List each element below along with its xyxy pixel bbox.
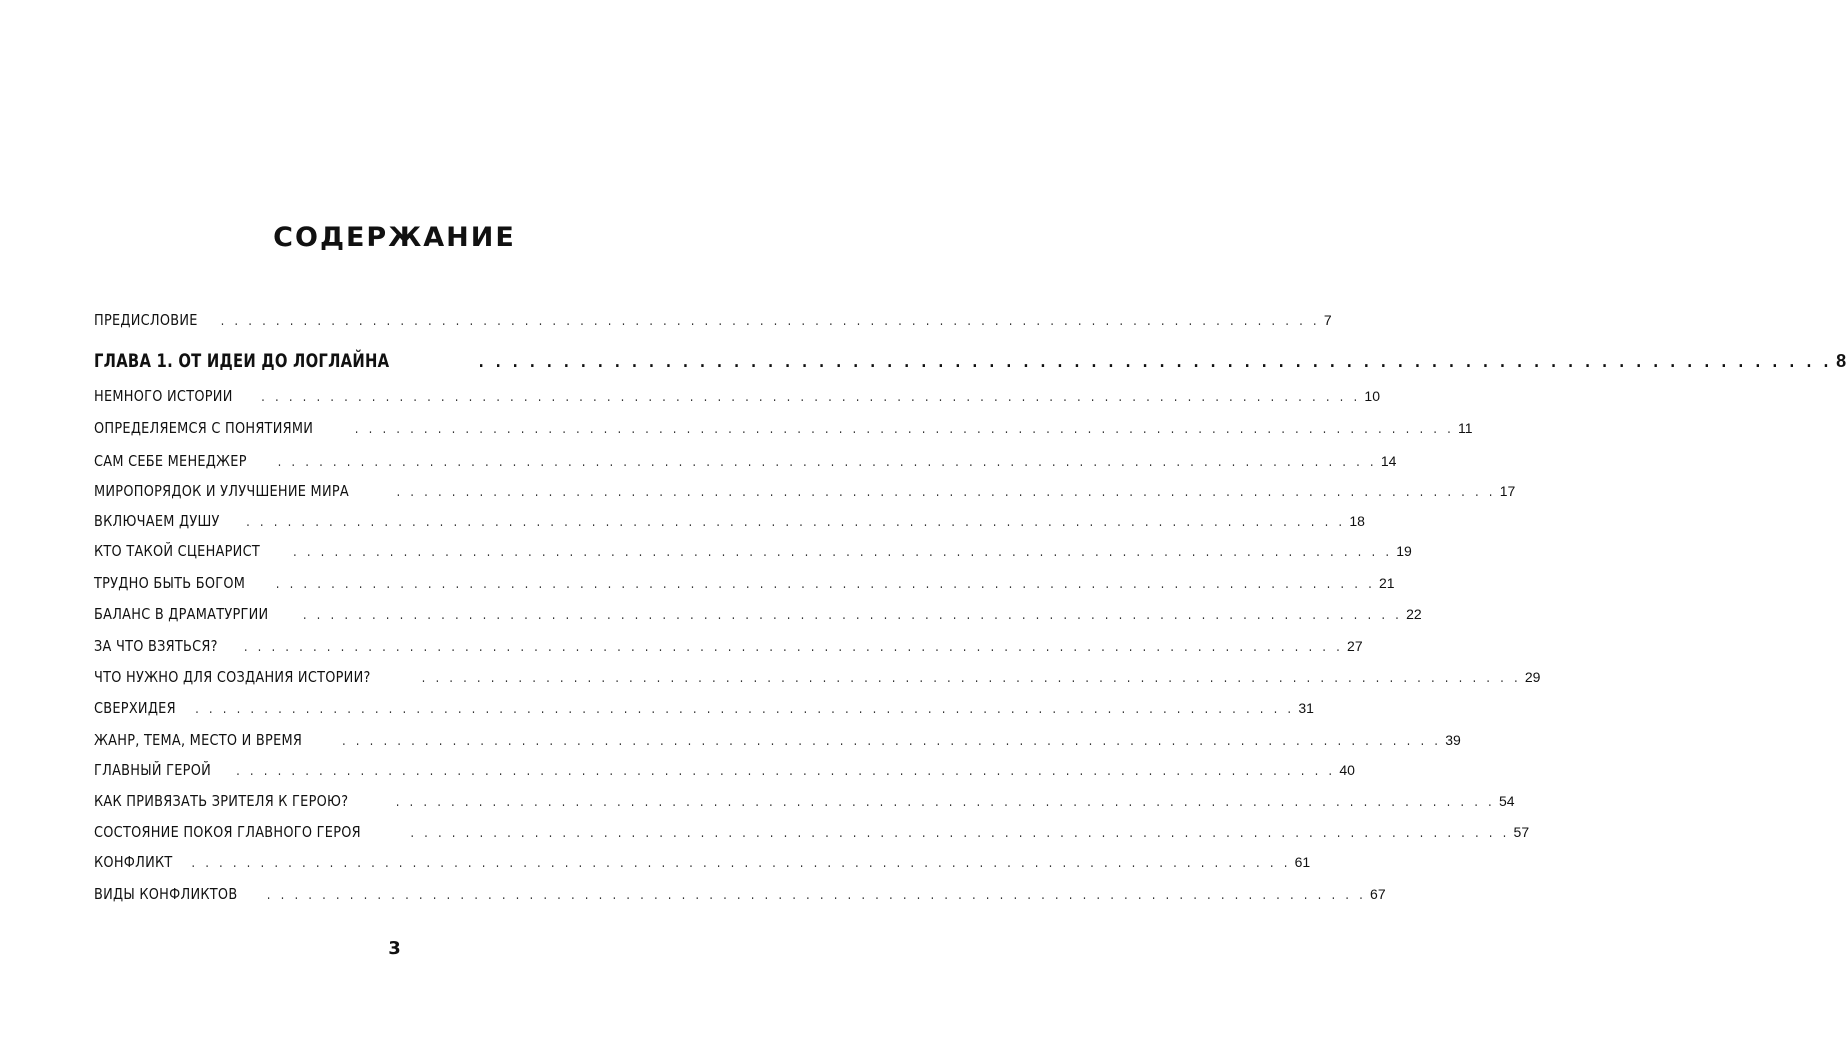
toc-entry-page: 22 [1406, 606, 1422, 622]
toc-entry-title: ЗА ЧТО ВЗЯТЬСЯ? [94, 637, 218, 655]
dot-leader: . . . . . . . . . . . . . . . . . . . . . . . . . . . . . . . . . . . . . . . . . . . . . . . . . . . . . . . . . . . . . . . . . . . . . . . . . . . . . . . . [293, 545, 1393, 560]
dot-leader: . . . . . . . . . . . . . . . . . . . . . . . . . . . . . . . . . . . . . . . . . . . . . . . . . . . . . . . . . . . . . . . . . . . . . . . . . . . . . . . . [395, 795, 1495, 810]
toc-entry [94, 760, 1355, 780]
toc-entry [94, 791, 1515, 811]
toc-chapter-entry [94, 350, 1846, 372]
toc-entry-title: КОНФЛИКТ [94, 853, 173, 871]
toc-entry-page: 7 [1323, 312, 1332, 328]
dot-leader: . . . . . . . . . . . . . . . . . . . . . . . . . . . . . . . . . . . . . . . . . . . . . . . . . . . . . . . . . . . . . . . . . . . . . . . . . . . . . . . . [243, 640, 1344, 655]
toc-entry-page: 14 [1380, 453, 1397, 469]
dot-leader: . . . . . . . . . . . . . . . . . . . . . . . . . . . . . . . . . . . . . . . . . . . . . . . . . . . . . . . . . . . . . . . . . . . . . . . . . . . . . . . . [220, 314, 1320, 329]
toc-entry-page: 67 [1370, 886, 1386, 902]
toc-entry-title: ГЛАВА 1. ОТ ИДЕИ ДО ЛОГЛАЙНА [94, 350, 390, 372]
toc-entry-page: 61 [1294, 854, 1311, 870]
toc-entry-title: ЖАНР, ТЕМА, МЕСТО И ВРЕМЯ [94, 731, 303, 749]
toc-entry [94, 418, 1473, 438]
toc-entry-title: САМ СЕБЕ МЕНЕДЖЕР [94, 452, 247, 470]
toc-entry-title: КАК ПРИВЯЗАТЬ ЗРИТЕЛЯ К ГЕРОЮ? [94, 792, 349, 810]
toc-entry [94, 386, 1380, 406]
toc-entry-page: 8 [1836, 351, 1846, 371]
toc-entry [94, 852, 1311, 872]
toc-entry [94, 667, 1541, 687]
toc-entry-title: ВКЛЮЧАЕМ ДУШУ [94, 512, 220, 530]
page-number: 3 [388, 938, 401, 959]
toc-entry [94, 541, 1412, 561]
toc-entry-page: 17 [1499, 483, 1516, 499]
toc-entry-title: ВИДЫ КОНФЛИКТОВ [94, 885, 238, 903]
toc-entry-page: 39 [1445, 732, 1461, 748]
toc-entry-title: ГЛАВНЫЙ ГЕРОЙ [94, 761, 212, 779]
toc-entry-title: КТО ТАКОЙ СЦЕНАРИСТ [94, 542, 260, 560]
toc-entry-page: 54 [1498, 793, 1515, 809]
dot-leader: . . . . . . . . . . . . . . . . . . . . . . . . . . . . . . . . . . . . . . . . . . . . . . . . . . . . . . . . . . . . . . . . . . . . . . . . . . . . . . . . [354, 422, 1455, 437]
page-title: СОДЕРЖАНИЕ [273, 222, 516, 253]
toc-entry-title: БАЛАНС В ДРАМАТУРГИИ [94, 605, 269, 623]
toc-entry [94, 636, 1363, 656]
dot-leader: . . . . . . . . . . . . . . . . . . . . . . . . . . . . . . . . . . . . . . . . . . . . . . . . . . . . . . . . . . . . . . . . . . . . . . . . . . . . . . . . [396, 485, 1496, 500]
dot-leader: . . . . . . . . . . . . . . . . . . . . . . . . . . . . . . . . . . . . . . . . . . . . . . . . . . . . . . . . . . . . . . . . . . . . . . . . . . . . . . . . [236, 764, 1336, 779]
dot-leader: . . . . . . . . . . . . . . . . . . . . . . . . . . . . . . . . . . . . . . . . . . . . . . . . . . . . . . . . . . . . . . . . . . . . . . . . . . . . . . . . [478, 353, 1833, 371]
toc-entry-title: ТРУДНО БЫТЬ БОГОМ [94, 574, 246, 592]
toc-entry-page: 40 [1339, 762, 1355, 778]
dot-leader: . . . . . . . . . . . . . . . . . . . . . . . . . . . . . . . . . . . . . . . . . . . . . . . . . . . . . . . . . . . . . . . . . . . . . . . . . . . . . . . . [341, 734, 1442, 749]
dot-leader: . . . . . . . . . . . . . . . . . . . . . . . . . . . . . . . . . . . . . . . . . . . . . . . . . . . . . . . . . . . . . . . . . . . . . . . . . . . . . . . . [302, 608, 1403, 623]
toc-entry-title: НЕМНОГО ИСТОРИИ [94, 387, 233, 405]
dot-leader: . . . . . . . . . . . . . . . . . . . . . . . . . . . . . . . . . . . . . . . . . . . . . . . . . . . . . . . . . . . . . . . . . . . . . . . . . . . . . . . . [410, 826, 1510, 841]
toc-entry-title: ОПРЕДЕЛЯЕМСЯ С ПОНЯТИЯМИ [94, 419, 314, 437]
toc-entry-title: МИРОПОРЯДОК И УЛУЧШЕНИЕ МИРА [94, 482, 349, 500]
dot-leader: . . . . . . . . . . . . . . . . . . . . . . . . . . . . . . . . . . . . . . . . . . . . . . . . . . . . . . . . . . . . . . . . . . . . . . . . . . . . . . . . [421, 671, 1521, 686]
dot-leader: . . . . . . . . . . . . . . . . . . . . . . . . . . . . . . . . . . . . . . . . . . . . . . . . . . . . . . . . . . . . . . . . . . . . . . . . . . . . . . . . [246, 515, 1346, 530]
toc-entry [94, 511, 1365, 531]
toc-entry-title: СОСТОЯНИЕ ПОКОЯ ГЛАВНОГО ГЕРОЯ [94, 823, 361, 841]
toc-entry-title: ЧТО НУЖНО ДЛЯ СОЗДАНИЯ ИСТОРИИ? [94, 668, 371, 686]
toc-entry [94, 884, 1386, 904]
toc-entry-page: 21 [1379, 575, 1395, 591]
dot-leader: . . . . . . . . . . . . . . . . . . . . . . . . . . . . . . . . . . . . . . . . . . . . . . . . . . . . . . . . . . . . . . . . . . . . . . . . . . . . . . . . [266, 888, 1367, 903]
toc-entry-title: СВЕРХИДЕЯ [94, 699, 176, 717]
toc-entry-title: ПРЕДИСЛОВИЕ [94, 311, 198, 329]
toc-entry [94, 698, 1314, 718]
toc-entry [94, 573, 1395, 593]
toc-entry [94, 481, 1516, 501]
toc-entry-page: 18 [1349, 513, 1365, 529]
toc-entry-page: 57 [1513, 824, 1530, 840]
toc-entry-page: 19 [1396, 543, 1412, 559]
toc-entry [94, 604, 1422, 624]
toc-entry [94, 310, 1332, 330]
dot-leader: . . . . . . . . . . . . . . . . . . . . . . . . . . . . . . . . . . . . . . . . . . . . . . . . . . . . . . . . . . . . . . . . . . . . . . . . . . . . . . . . [261, 390, 1361, 405]
toc-entry [94, 822, 1530, 842]
toc-entry-page: 27 [1347, 638, 1363, 654]
dot-leader: . . . . . . . . . . . . . . . . . . . . . . . . . . . . . . . . . . . . . . . . . . . . . . . . . . . . . . . . . . . . . . . . . . . . . . . . . . . . . . . . [277, 455, 1377, 470]
toc-entry [94, 451, 1397, 471]
dot-leader: . . . . . . . . . . . . . . . . . . . . . . . . . . . . . . . . . . . . . . . . . . . . . . . . . . . . . . . . . . . . . . . . . . . . . . . . . . . . . . . . [195, 702, 1295, 717]
dot-leader: . . . . . . . . . . . . . . . . . . . . . . . . . . . . . . . . . . . . . . . . . . . . . . . . . . . . . . . . . . . . . . . . . . . . . . . . . . . . . . . . [191, 856, 1291, 871]
toc-entry [94, 730, 1461, 750]
toc-entry-page: 11 [1458, 420, 1473, 436]
toc-entry-page: 29 [1524, 669, 1541, 685]
toc-entry-page: 10 [1364, 388, 1380, 404]
toc-entry-page: 31 [1298, 700, 1314, 716]
dot-leader: . . . . . . . . . . . . . . . . . . . . . . . . . . . . . . . . . . . . . . . . . . . . . . . . . . . . . . . . . . . . . . . . . . . . . . . . . . . . . . . . [275, 577, 1375, 592]
